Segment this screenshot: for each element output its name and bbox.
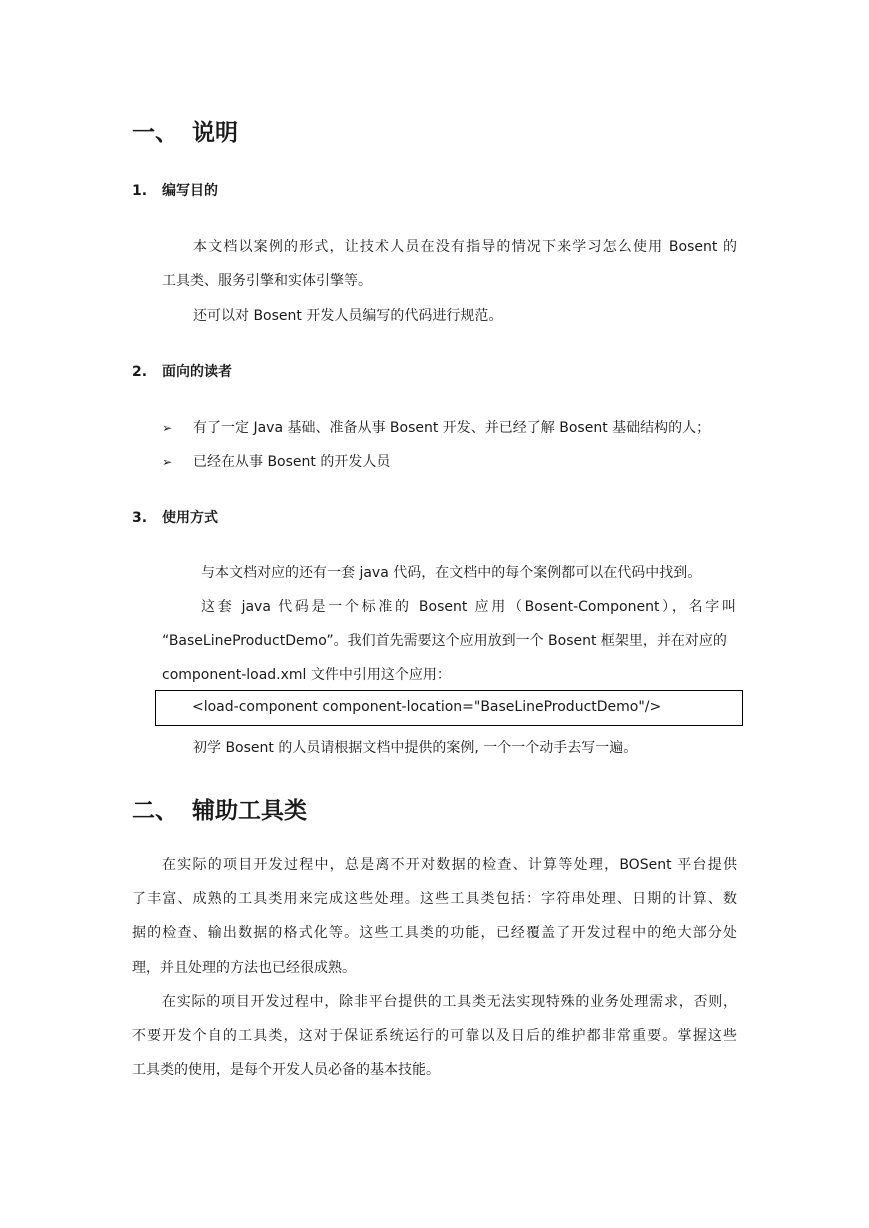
subsection-heading-2 — [132, 361, 232, 381]
paragraph-line: 还可以对 Bosent 开发人员编写的代码进行规范。 — [193, 308, 503, 324]
paragraph-line: “BaseLineProductDemo”。我们首先需要这个应用放到一个 Bosent 框架里，并在对应的 — [162, 633, 727, 649]
subsection-heading-1 — [132, 180, 218, 200]
list-item — [162, 451, 390, 471]
section-heading-1 — [132, 114, 238, 147]
paragraph-line: 与本文档对应的还有一套 java 代码，在文档中的每个案例都可以在代码中找到。 — [201, 565, 702, 581]
list-item — [162, 417, 710, 437]
paragraph-line: 据的检查、输出数据的格式化等。这些工具类的功能，已经覆盖了开发过程中的绝大部分处 — [132, 925, 737, 941]
paragraph-line: 了丰富、成熟的工具类用来完成这些处理。这些工具类包括：字符串处理、日期的计算、数 — [132, 891, 737, 907]
paragraph-line: 在实际的项目开发过程中，总是离不开对数据的检查、计算等处理，BOSent 平台提供 — [162, 857, 737, 873]
section-number: 一、 — [132, 120, 178, 146]
subsection-heading-3 — [132, 507, 218, 527]
section-title: 说明 — [192, 120, 238, 146]
section-number: 二、 — [132, 798, 178, 824]
subsection-title: 面向的读者 — [162, 364, 232, 380]
paragraph-line: 不要开发个自的工具类，这对于保证系统运行的可靠以及日后的维护都非常重要。掌握这些 — [132, 1028, 737, 1044]
code-snippet: <load-component component-location="BaseLineProductDemo"/> — [192, 699, 662, 715]
subsection-title: 编写目的 — [162, 183, 218, 199]
paragraph-line: 初学 Bosent 的人员请根据文档中提供的案例, 一个一个动手去写一遍。 — [193, 740, 638, 756]
subsection-number: 1. — [132, 183, 148, 199]
list-item-text: 有了一定 Java 基础、准备从事 Bosent 开发、并已经了解 Bosent 基础结构的人； — [193, 420, 711, 436]
subsection-title: 使用方式 — [162, 510, 218, 526]
subsection-number: 3. — [132, 510, 148, 526]
bullet-arrow-icon: ➢ — [162, 455, 173, 469]
paragraph-line: 工具类、服务引擎和实体引擎等。 — [162, 273, 372, 289]
paragraph-line: 在实际的项目开发过程中，除非平台提供的工具类无法实现特殊的业务处理需求，否则， — [162, 994, 737, 1010]
list-item-text: 已经在从事 Bosent 的开发人员 — [193, 454, 391, 470]
section-heading-2 — [132, 792, 307, 825]
paragraph-line: 本文档以案例的形式，让技术人员在没有指导的情况下来学习怎么使用 Bosent 的 — [193, 239, 737, 255]
code-box — [155, 690, 743, 726]
bullet-arrow-icon: ➢ — [162, 421, 173, 435]
paragraph-line: 工具类的使用，是每个开发人员必备的基本技能。 — [132, 1062, 440, 1078]
paragraph-line: component-load.xml 文件中引用这个应用： — [162, 667, 451, 683]
paragraph-line: 理，并且处理的方法也已经很成熟。 — [132, 960, 356, 976]
subsection-number: 2. — [132, 364, 148, 380]
section-title: 辅助工具类 — [192, 798, 307, 824]
paragraph-line: 这套 java 代码是一个标准的 Bosent 应用（Bosent-Component），名字叫 — [201, 599, 736, 615]
